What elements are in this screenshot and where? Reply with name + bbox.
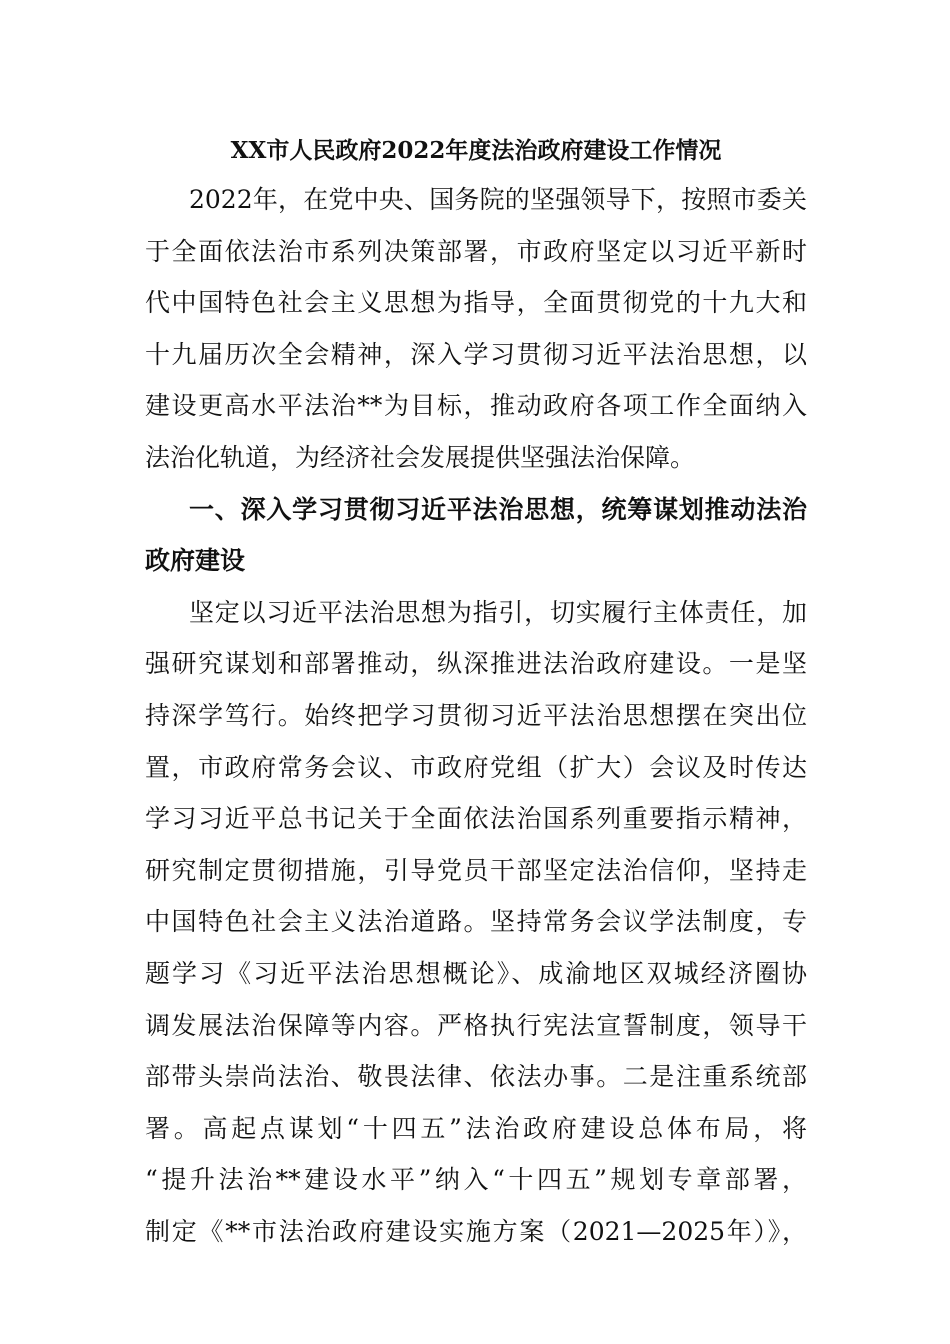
intro-line: 于全面依法治市系列决策部署，市政府坚定以习近平新时 (145, 236, 807, 266)
body-line: 学习习近平总书记关于全面依法治国系列重要指示精神， (145, 804, 807, 834)
section-heading-line: 一、深入学习贯彻习近平法治思想，统筹谋划推动法治 (189, 494, 807, 524)
body-line: 署。高起点谋划“十四五”法治政府建设总体布局，将 (145, 1113, 807, 1143)
body-line: 制定《**市法治政府建设实施方案（2021—2025年）》， (145, 1216, 807, 1246)
intro-line: 代中国特色社会主义思想为指导，全面贯彻党的十九大和 (145, 288, 807, 318)
body-line: 中国特色社会主义法治道路。坚持常务会议学法制度，专 (145, 907, 807, 937)
intro-line: 法治化轨道，为经济社会发展提供坚强法治保障。 (145, 442, 696, 472)
body-line: 题学习《习近平法治思想概论》、成渝地区双城经济圈协 (145, 958, 807, 988)
body-line: 置，市政府常务会议、市政府党组（扩大）会议及时传达 (145, 752, 807, 782)
intro-line: 十九届历次全会精神，深入学习贯彻习近平法治思想，以 (145, 339, 807, 369)
section-heading-line: 政府建设 (145, 546, 246, 576)
document-page (145, 128, 807, 1257)
body-line: 坚定以习近平法治思想为指引，切实履行主体责任，加 (189, 597, 807, 627)
body-line: 研究制定贯彻措施，引导党员干部坚定法治信仰，坚持走 (145, 855, 807, 885)
body-line: 强研究谋划和部署推动，纵深推进法治政府建设。一是坚 (145, 649, 807, 679)
intro-line: 2022年，在党中央、国务院的坚强领导下，按照市委关 (189, 185, 807, 214)
body-line: 调发展法治保障等内容。严格执行宪法宣誓制度，领导干 (145, 1010, 807, 1040)
body-line: 持深学笃行。始终把学习贯彻习近平法治思想摆在突出位 (145, 700, 807, 730)
section-1-body (145, 587, 807, 1258)
body-line: “提升法治**建设水平”纳入“十四五”规划专章部署， (145, 1165, 807, 1195)
body-line: 部带头崇尚法治、敬畏法律、依法办事。二是注重系统部 (145, 1062, 807, 1092)
section-1-heading (145, 484, 807, 587)
document-title: XX市人民政府2022年度法治政府建设工作情况 (230, 137, 722, 164)
intro-paragraph (145, 174, 807, 484)
intro-line: 建设更高水平法治**为目标，推动政府各项工作全面纳入 (145, 391, 807, 421)
